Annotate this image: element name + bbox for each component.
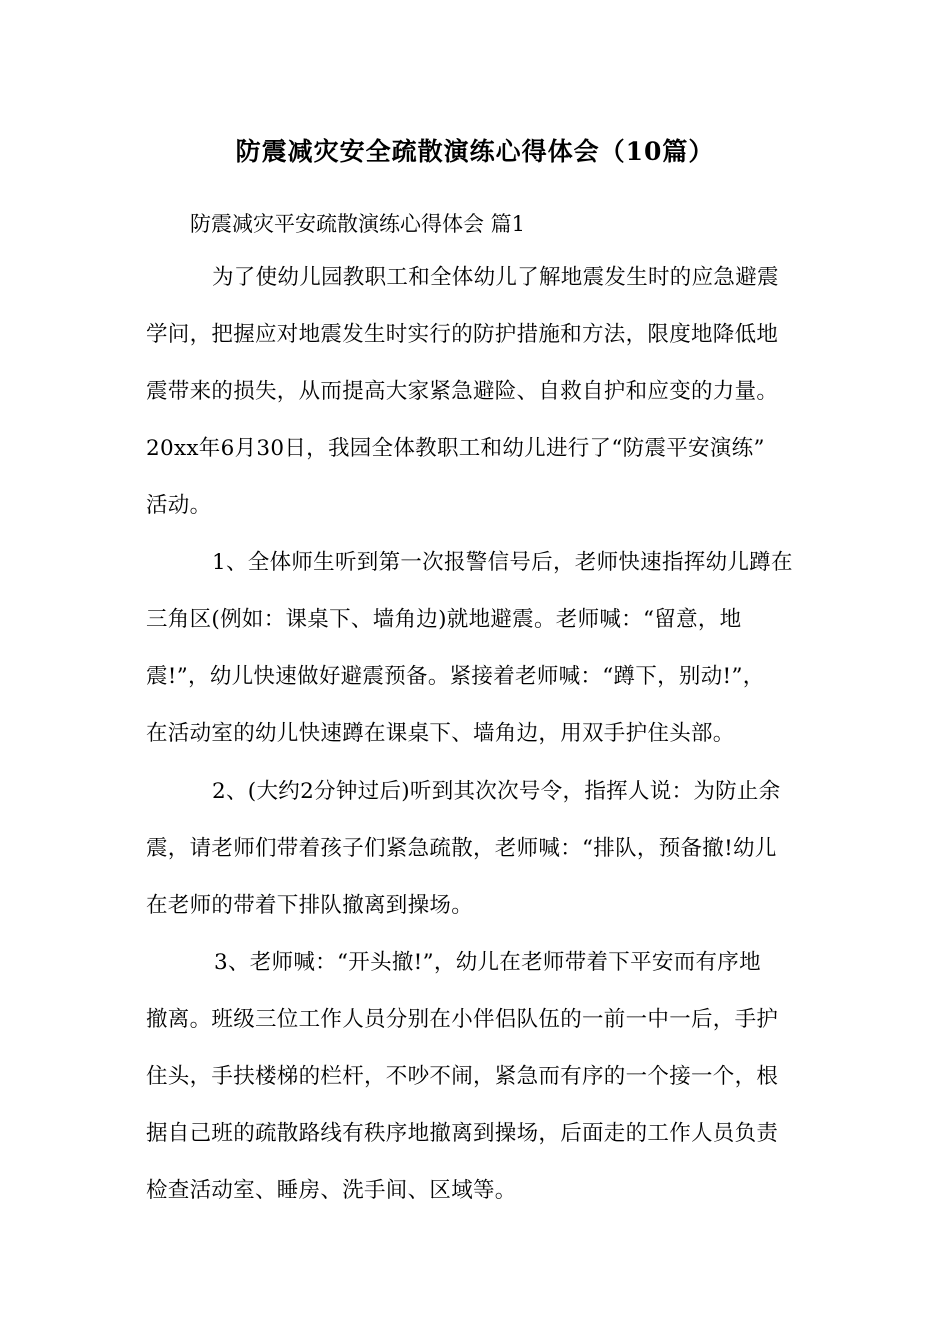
paragraph-line: 2、(大约2分钟过后)听到其次次号令，指挥人说：为防止余 [212,779,781,804]
paragraph-line: 震，请老师们带着孩子们紧急疏散，老师喊：“排队，预备撤!幼儿 [146,836,777,861]
paragraph-line: 1、全体师生听到第一次报警信号后，老师快速指挥幼儿蹲在 [212,550,793,575]
paragraph-line: 震!”，幼儿快速做好避震预备。紧接着老师喊：“蹲下，别动!”， [146,664,765,689]
paragraph-line: 震带来的损失，从而提高大家紧急避险、自救自护和应变的力量。 [146,379,779,404]
paragraph-line: 为了使幼儿园教职工和全体幼儿了解地震发生时的应急避震 [212,265,779,290]
paragraph-line: 住头，手扶楼梯的栏杆，不吵不闹，紧急而有序的一个接一个，根 [146,1064,779,1089]
section-heading: 防震减灾平安疏散演练心得体会 篇1 [190,212,526,236]
paragraph-line: 撤离。班级三位工作人员分别在小伴侣队伍的一前一中一后，手护 [146,1007,779,1032]
paragraph-line: 3、老师喊：“开头撤!”，幼儿在老师带着下平安而有序地 [214,950,761,975]
paragraph-line: 20xx年6月30日，我园全体教职工和幼儿进行了“防震平安演练” [146,436,765,461]
paragraph-line: 学问，把握应对地震发生时实行的防护措施和方法，限度地降低地 [146,322,779,347]
paragraph-line: 在老师的带着下排队撤离到操场。 [146,893,474,918]
paragraph-line: 在活动室的幼儿快速蹲在课桌下、墙角边，用双手护住头部。 [146,721,735,746]
paragraph-line: 活动。 [146,493,212,518]
document-title: 防震减灾安全疏散演练心得体会（10篇） [235,137,715,166]
paragraph-line: 检查活动室、睡房、洗手间、区域等。 [146,1178,517,1203]
paragraph-line: 三角区(例如：课桌下、墙角边)就地避震。老师喊：“留意，地 [146,607,742,632]
paragraph-line: 据自己班的疏散路线有秩序地撤离到操场，后面走的工作人员负责 [146,1121,779,1146]
